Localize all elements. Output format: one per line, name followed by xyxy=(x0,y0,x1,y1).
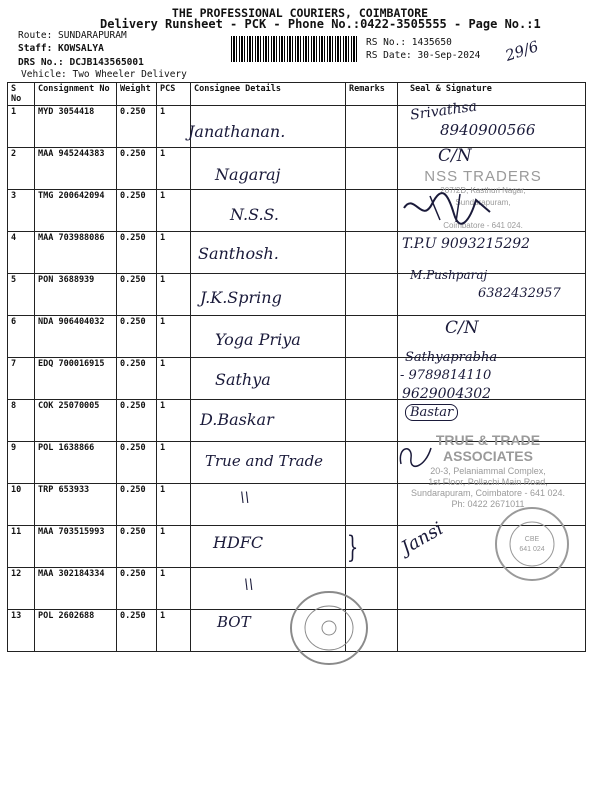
row-sno: 1 xyxy=(8,106,35,148)
row-sno: 10 xyxy=(8,484,35,526)
row-consignment: PON 3688939 xyxy=(35,274,117,316)
hw-phone-5: 6382432957 xyxy=(478,286,561,301)
table-row xyxy=(8,358,586,400)
row-weight: 0.250 xyxy=(117,526,157,568)
hw-name-7: Sathyaprabha xyxy=(405,350,498,365)
row-remarks xyxy=(346,106,398,148)
row-pcs: 1 xyxy=(157,568,191,610)
row-remarks xyxy=(346,358,398,400)
row-consignment: MYD 3054418 xyxy=(35,106,117,148)
row-pcs: 1 xyxy=(157,232,191,274)
row-sno: 11 xyxy=(8,526,35,568)
table-header-row xyxy=(8,83,586,106)
company-title: THE PROFESSIONAL COURIERS, COIMBATORE xyxy=(171,6,429,20)
row-pcs: 1 xyxy=(157,442,191,484)
tt-stamp-line2: 1st Floor, Pollachi Main Road, xyxy=(428,477,548,487)
row-consignment: POL 2602688 xyxy=(35,610,117,652)
row-remarks xyxy=(346,274,398,316)
row-pcs: 1 xyxy=(157,400,191,442)
row-pcs: 1 xyxy=(157,190,191,232)
hw-phone-7: - 9789814110 xyxy=(400,368,492,383)
hw-consignee-11: HDFC xyxy=(213,533,264,552)
tt-stamp-line1: 20-3, Pelaniammal Complex, xyxy=(430,466,546,476)
row9-signature xyxy=(395,442,435,470)
row-seal xyxy=(398,610,586,652)
row-remarks xyxy=(346,232,398,274)
row-sno: 8 xyxy=(8,400,35,442)
hw-cn-1: C/N xyxy=(438,146,472,166)
hw-sig-1: Srivathsa xyxy=(409,98,478,124)
hw-consignee-13: BOT xyxy=(217,613,251,631)
hw-phone-8: 9629004302 xyxy=(402,386,492,402)
row-sno: 2 xyxy=(8,148,35,190)
row-remarks xyxy=(346,484,398,526)
col-consignee: Consignee Details xyxy=(191,83,346,106)
col-remarks: Remarks xyxy=(346,83,398,106)
row-sno: 13 xyxy=(8,610,35,652)
bracket-mark: } xyxy=(346,530,359,565)
rs-no: RS No.: 1435650 xyxy=(366,37,452,48)
row-weight: 0.250 xyxy=(117,316,157,358)
hw-consignee-10: \\ xyxy=(240,490,250,506)
col-seal: Seal & Signature xyxy=(398,83,586,106)
row-consignment: TMG 200642094 xyxy=(35,190,117,232)
row-weight: 0.250 xyxy=(117,568,157,610)
row-remarks xyxy=(346,400,398,442)
row-consignee xyxy=(191,484,346,526)
col-weight: Weight xyxy=(117,83,157,106)
hw-consignee-3: N.S.S. xyxy=(230,205,280,224)
barcode xyxy=(231,36,357,62)
hw-consignee-5: J.K.Spring xyxy=(200,288,282,307)
row-weight: 0.250 xyxy=(117,484,157,526)
row-sno: 6 xyxy=(8,316,35,358)
row-weight: 0.250 xyxy=(117,190,157,232)
staff-label: Staff: KOWSALYA xyxy=(18,43,104,54)
route-label: Route: SUNDARAPURAM xyxy=(18,30,127,41)
drs-label: DRS No.: DCJB143565001 xyxy=(18,57,144,68)
row-remarks xyxy=(346,316,398,358)
row-weight: 0.250 xyxy=(117,400,157,442)
nss-signature-scribble xyxy=(400,190,495,226)
row-weight: 0.250 xyxy=(117,106,157,148)
hdfc-round-stamp xyxy=(494,506,570,582)
tt-stamp-line3: Sundarapuram, Coimbatore - 641 024. xyxy=(410,488,566,498)
runsheet-subtitle: Delivery Runsheet - PCK - Phone No.:0422-3505555 - Page No.:1 xyxy=(100,17,541,31)
row-pcs: 1 xyxy=(157,148,191,190)
hw-consignee-2: Nagaraj xyxy=(215,165,281,184)
row-sno: 12 xyxy=(8,568,35,610)
row-consignment: COK 25070005 xyxy=(35,400,117,442)
row-weight: 0.250 xyxy=(117,148,157,190)
rs-date: RS Date: 30-Sep-2024 xyxy=(366,50,481,61)
hw-name-5: M.Pushparaj xyxy=(410,268,488,282)
row-pcs: 1 xyxy=(157,274,191,316)
nss-stamp-title: NSS TRADERS xyxy=(424,168,542,185)
row-consignment: MAA 703988086 xyxy=(35,232,117,274)
row-remarks xyxy=(346,190,398,232)
row-weight: 0.250 xyxy=(117,442,157,484)
svg-text:641 024: 641 024 xyxy=(519,546,545,553)
tt-stamp-title: TRUE & TRADE xyxy=(435,432,541,448)
hw-phone-4: T.P.U 9093215292 xyxy=(402,236,531,252)
row-pcs: 1 xyxy=(157,106,191,148)
row-pcs: 1 xyxy=(157,484,191,526)
tt-stamp-title2: ASSOCIATES xyxy=(443,448,533,464)
tt-stamp-line4: Ph: 0422 2671011 xyxy=(451,499,525,509)
page-mark: 29/6 xyxy=(503,37,541,65)
hw-consignee-8: D.Baskar xyxy=(200,410,274,429)
row-consignment: MAA 302184334 xyxy=(35,568,117,610)
row-consignment: MAA 945244383 xyxy=(35,148,117,190)
hw-consignee-9: True and Trade xyxy=(205,452,324,470)
hw-cn-2: C/N xyxy=(445,318,479,338)
nss-stamp-line1: 207/2D, Kasthuri Nagar, xyxy=(440,186,526,195)
hw-name-8: Bastar xyxy=(405,404,458,421)
vehicle-label: Vehicle: Two Wheeler Delivery xyxy=(21,69,187,80)
row-weight: 0.250 xyxy=(117,274,157,316)
row-sno: 7 xyxy=(8,358,35,400)
hw-consignee-7: Sathya xyxy=(215,370,271,389)
row-remarks xyxy=(346,442,398,484)
row-pcs: 1 xyxy=(157,316,191,358)
hw-phone-1: 8940900566 xyxy=(440,121,536,139)
nss-stamp-line4: Coimbatore - 641 024. xyxy=(443,221,523,230)
row-consignment: MAA 703515993 xyxy=(35,526,117,568)
row-consignment: NDA 906404032 xyxy=(35,316,117,358)
hw-sig-11: Jansi xyxy=(397,518,447,559)
row-pcs: 1 xyxy=(157,358,191,400)
row-weight: 0.250 xyxy=(117,358,157,400)
hw-consignee-6: Yoga Priya xyxy=(215,330,301,349)
row-pcs: 1 xyxy=(157,526,191,568)
col-consignment: Consignment No xyxy=(35,83,117,106)
row-consignment: TRP 653933 xyxy=(35,484,117,526)
row-sno: 4 xyxy=(8,232,35,274)
nss-stamp-line2: Sundarapuram, xyxy=(455,198,511,207)
row-consignment: EDQ 700016915 xyxy=(35,358,117,400)
svg-text:CBE: CBE xyxy=(524,536,540,543)
col-sno: S No xyxy=(8,83,35,106)
hw-consignee-1: Janathanan. xyxy=(188,122,286,141)
row-sno: 9 xyxy=(8,442,35,484)
hw-consignee-4: Santhosh. xyxy=(198,244,279,263)
row-consignment: POL 1638866 xyxy=(35,442,117,484)
row-weight: 0.250 xyxy=(117,610,157,652)
row-pcs: 1 xyxy=(157,610,191,652)
hw-consignee-12: \\ xyxy=(244,577,254,593)
row-remarks xyxy=(346,148,398,190)
row-sno: 3 xyxy=(8,190,35,232)
boi-round-stamp xyxy=(288,590,370,666)
col-pcs: PCS xyxy=(157,83,191,106)
row-weight: 0.250 xyxy=(117,232,157,274)
row-sno: 5 xyxy=(8,274,35,316)
